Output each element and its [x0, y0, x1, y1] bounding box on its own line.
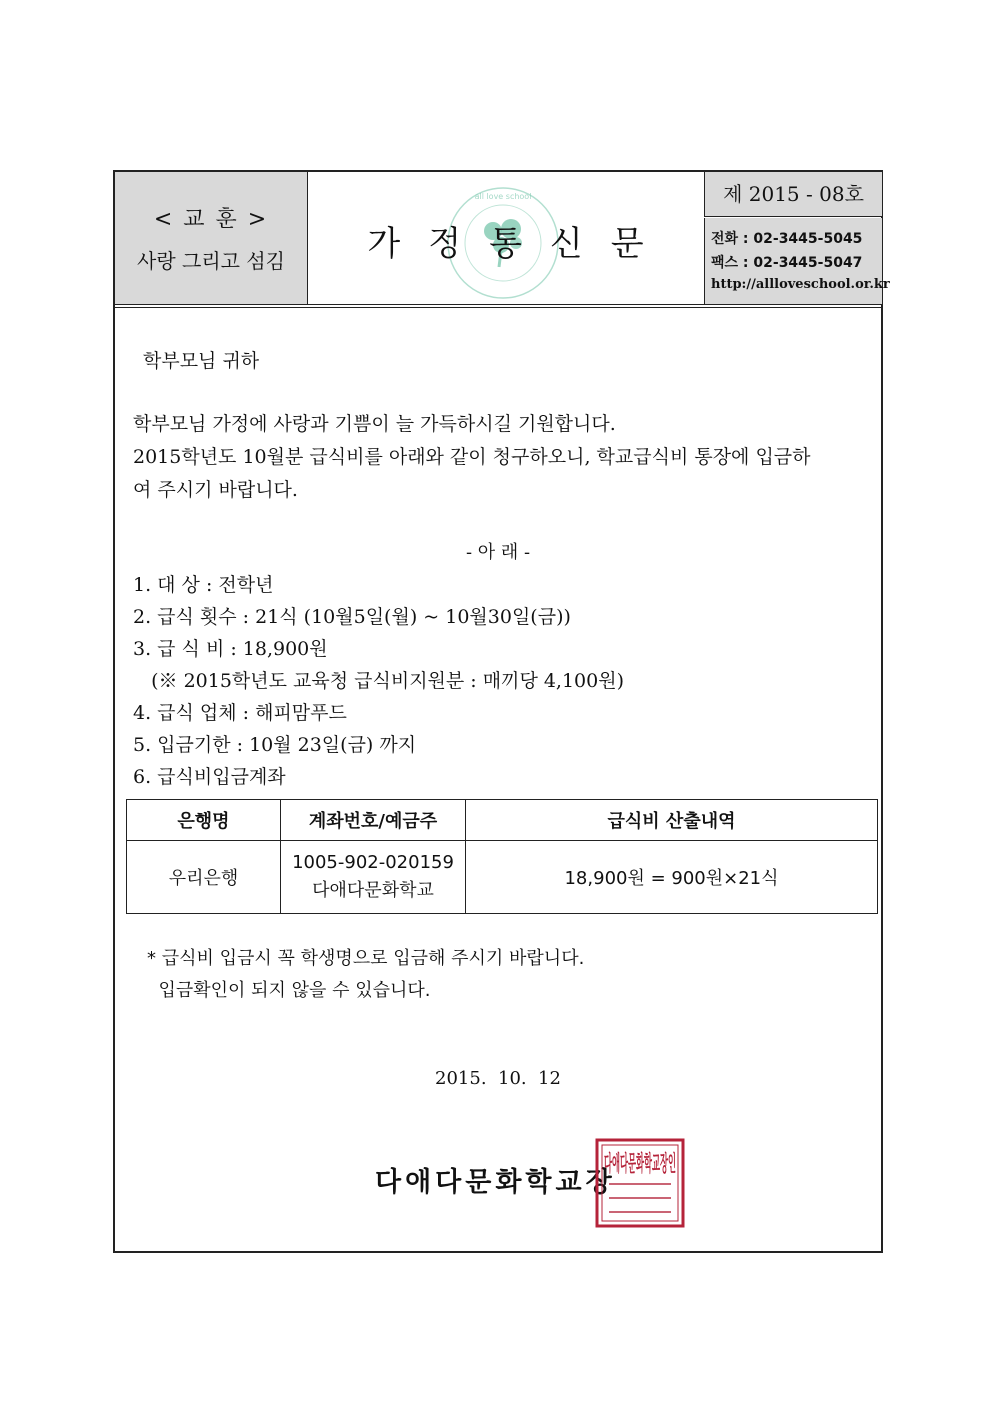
request-paragraph-line1: 2015학년도 10월분 급식비를 아래와 같이 청구하오니, 학교급식비 통장에 입금하 — [133, 446, 811, 468]
table-header-calculation: 급식비 산출내역 — [466, 800, 878, 841]
notice-heading: - 아 래 - — [465, 542, 531, 563]
newsletter-header — [115, 172, 890, 308]
motto-text: 사랑 그리고 섬김 — [137, 249, 285, 273]
contact-box — [704, 218, 890, 304]
deposit-note-line1: * 급식비 입금시 꼭 학생명으로 입금해 주시기 바랍니다. — [147, 948, 585, 969]
principal-signature: 다애다문화학교장 — [375, 1167, 616, 1198]
logo-text: all love school — [474, 192, 532, 201]
item-vendor: 4. 급식 업체 : 해피맘푸드 — [133, 702, 347, 724]
item-meal-count: 2. 급식 횟수 : 21식 (10월5일(월) ~ 10월30일(금)) — [133, 606, 571, 628]
item-account-label: 6. 급식비입금계좌 — [133, 766, 286, 788]
school-motto-box — [115, 172, 308, 304]
greeting-paragraph: 학부모님 가정에 사랑과 기쁨이 늘 가득하시길 기원합니다. — [133, 413, 616, 435]
document-title: 가정통신문 — [367, 224, 672, 264]
table-row — [127, 841, 878, 914]
item-deadline: 5. 입금기한 : 10월 23일(금) 까지 — [133, 734, 417, 756]
title-cell — [308, 172, 703, 304]
deposit-note-line2: 입금확인이 되지 않을 수 있습니다. — [147, 980, 431, 1001]
account-holder: 다애다문화학교 — [312, 880, 434, 901]
fee-calculation: 18,900원 = 900원×21식 — [466, 841, 878, 914]
table-header-account: 계좌번호/예금주 — [281, 800, 466, 841]
motto-title: < 교 훈 > — [153, 207, 269, 232]
issue-number: 제 2015 - 08호 — [704, 172, 882, 217]
issue-date: 2015. 10. 12 — [435, 1068, 561, 1089]
item-subsidy-note: (※ 2015학년도 교육청 급식비지원분 : 매끼당 4,100원) — [133, 670, 624, 692]
salutation: 학부모님 귀하 — [143, 350, 260, 372]
item-target: 1. 대 상 : 전학년 — [133, 574, 274, 596]
account-table — [126, 799, 878, 914]
account-number: 1005-902-020159 — [292, 852, 454, 873]
item-meal-fee: 3. 급 식 비 : 18,900원 — [133, 638, 328, 660]
fax-number: 팩스 : 02-3445-5047 — [711, 255, 863, 271]
table-header-row — [127, 800, 878, 841]
bank-name: 우리은행 — [127, 841, 281, 914]
phone-number: 전화 : 02-3445-5045 — [711, 231, 863, 247]
official-seal-icon — [595, 1138, 796, 1228]
table-header-bank: 은행명 — [127, 800, 281, 841]
seal-text: 다애다문화학교장인 — [604, 1152, 796, 1177]
account-info — [281, 841, 466, 914]
website-link[interactable]: http://allloveschool.or.kr — [711, 277, 890, 292]
request-paragraph-line2: 여 주시기 바랍니다. — [133, 479, 298, 501]
document-frame — [113, 170, 890, 1253]
